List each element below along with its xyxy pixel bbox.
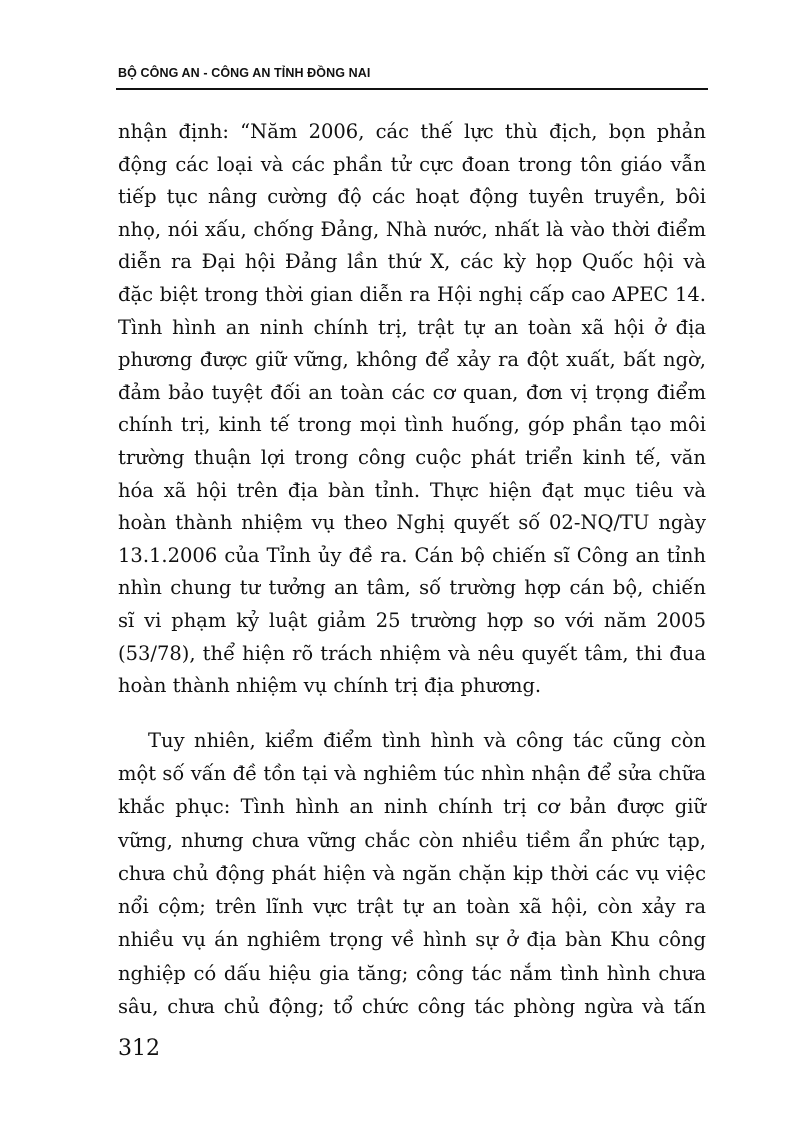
text-line: nhọ, nói xấu, chống Đảng, Nhà nước, nhất là vào thời điểm xyxy=(118,217,706,241)
text-line: nổi cộm; trên lĩnh vực trật tự an toàn xã hội, còn xảy ra xyxy=(118,895,706,919)
text-line: hóa xã hội trên địa bàn tỉnh. Thực hiện đạt mục tiêu và xyxy=(118,478,706,502)
text-line: đặc biệt trong thời gian diễn ra Hội nghị cấp cao APEC 14. xyxy=(118,282,706,306)
text-line: nghiệp có dấu hiệu gia tăng; công tác nắm tình hình chưa xyxy=(118,961,706,985)
text-line: một số vấn đề tồn tại và nghiêm túc nhìn nhận để sửa chữa xyxy=(118,761,706,785)
text-line: tiếp tục nâng cường độ các hoạt động tuyên truyền, bôi xyxy=(118,185,706,209)
header-rule xyxy=(116,88,708,90)
page-number: 312 xyxy=(118,1036,160,1061)
text-line: nhiều vụ án nghiêm trọng về hình sự ở địa bàn Khu công xyxy=(118,928,706,952)
paragraph-2 xyxy=(118,724,706,1024)
text-line: động các loại và các phần tử cực đoan trong tôn giáo vẫn xyxy=(118,152,706,176)
text-line: chưa chủ động phát hiện và ngăn chặn kịp thời các vụ việc xyxy=(118,861,706,885)
text-line: vững, nhưng chưa vững chắc còn nhiều tiềm ẩn phức tạp, xyxy=(118,828,706,852)
text-line: phương được giữ vững, không để xảy ra đột xuất, bất ngờ, xyxy=(118,348,706,372)
text-line: diễn ra Đại hội Đảng lần thứ X, các kỳ họp Quốc hội và xyxy=(118,250,706,274)
body-text xyxy=(118,116,706,1023)
text-line: Tình hình an ninh chính trị, trật tự an toàn xã hội ở địa xyxy=(118,315,706,339)
text-line: chính trị, kinh tế trong mọi tình huống, góp phần tạo môi xyxy=(118,413,706,437)
text-line: (53/78), thể hiện rõ trách nhiệm và nêu quyết tâm, thi đua xyxy=(118,641,706,665)
running-header: BỘ CÔNG AN - CÔNG AN TỈNH ĐỒNG NAI xyxy=(118,66,371,80)
text-line: sĩ vi phạm kỷ luật giảm 25 trường hợp so với năm 2005 xyxy=(118,608,706,632)
text-line: Tuy nhiên, kiểm điểm tình hình và công tác cũng còn xyxy=(148,728,706,752)
text-line: trường thuận lợi trong công cuộc phát triển kinh tế, văn xyxy=(118,445,706,469)
text-line: 13.1.2006 của Tỉnh ủy đề ra. Cán bộ chiến sĩ Công an tỉnh xyxy=(118,543,706,567)
text-line: hoàn thành nhiệm vụ chính trị địa phương. xyxy=(118,674,542,698)
text-line: hoàn thành nhiệm vụ theo Nghị quyết số 02-NQ/TU ngày xyxy=(118,511,706,535)
text-line: đảm bảo tuyệt đối an toàn các cơ quan, đơn vị trọng điểm xyxy=(118,380,706,404)
text-line: khắc phục: Tình hình an ninh chính trị cơ bản được giữ xyxy=(118,795,706,819)
text-line: nhìn chung tư tưởng an tâm, số trường hợp cán bộ, chiến xyxy=(118,576,706,600)
text-line: nhận định: “Năm 2006, các thế lực thù địch, bọn phản xyxy=(118,120,706,143)
paragraph-1 xyxy=(118,116,706,703)
text-line: sâu, chưa chủ động; tổ chức công tác phòng ngừa và tấn xyxy=(118,995,706,1019)
